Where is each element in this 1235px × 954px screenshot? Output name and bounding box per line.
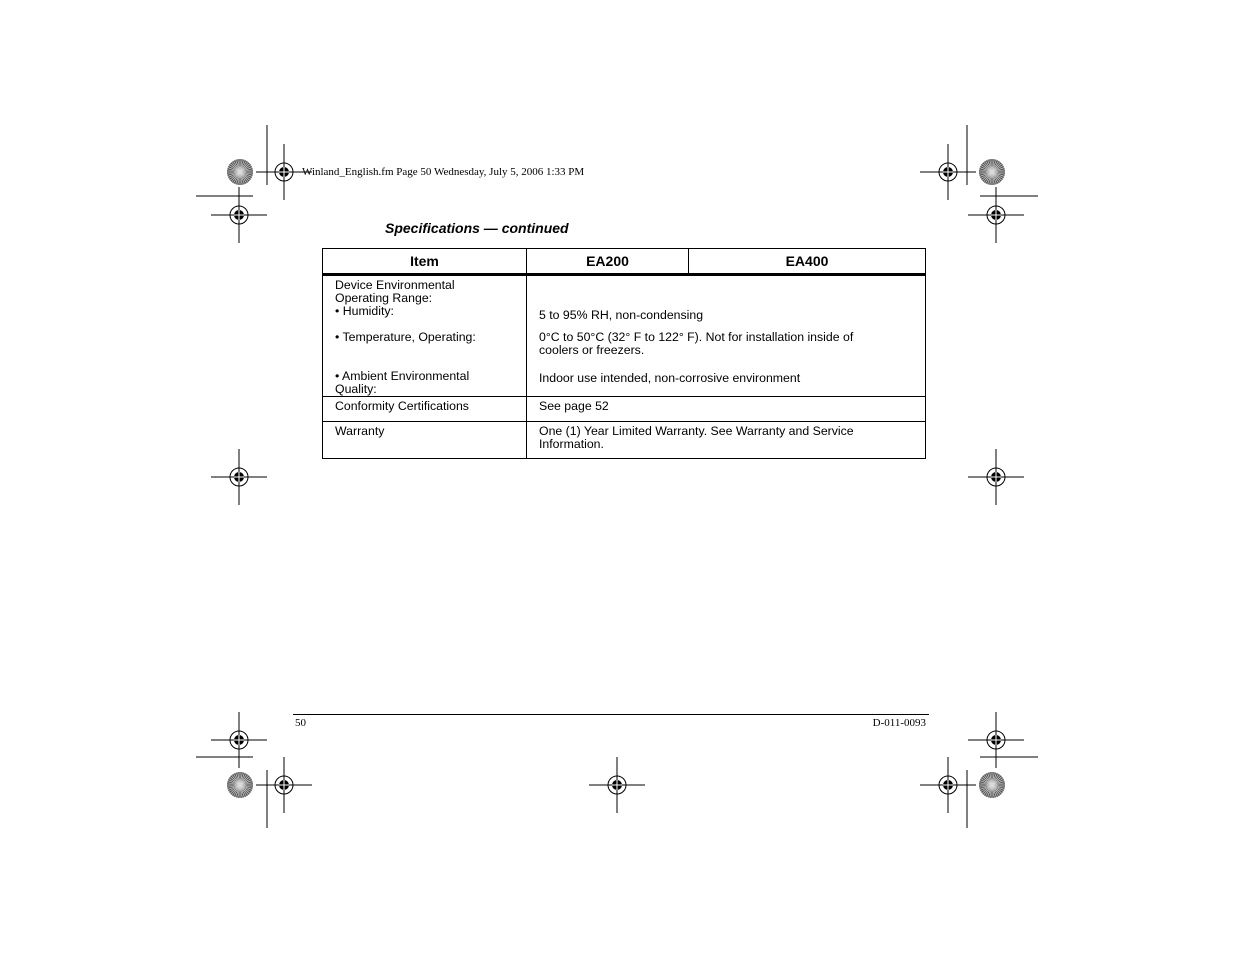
crosshair-target-icon	[589, 757, 645, 813]
crosshair-target-icon	[968, 712, 1024, 768]
page-number: 50	[295, 717, 306, 729]
crosshair-target-icon	[256, 757, 312, 813]
crosshair-target-icon	[920, 757, 976, 813]
document-number: D-011-0093	[872, 717, 926, 729]
crosshair-target-icon	[920, 144, 976, 200]
header-ea200: EA200	[527, 249, 689, 275]
bullet-temperature: • Temperature, Operating:	[335, 330, 476, 344]
starburst-mark-icon	[227, 772, 253, 798]
crosshair-target-icon	[211, 449, 267, 505]
conformity-value: See page 52	[527, 397, 926, 422]
crosshair-target-icon	[211, 187, 267, 243]
section-title: Specifications — continued	[385, 220, 569, 236]
value-humidity: 5 to 95% RH, non-condensing	[539, 308, 704, 322]
warranty-value: One (1) Year Limited Warranty. See Warranty and Service Information.	[527, 422, 926, 459]
crosshair-target-icon	[968, 449, 1024, 505]
bullet-humidity: • Humidity:	[335, 304, 394, 318]
table-header-row	[323, 249, 926, 275]
specifications-table	[322, 248, 926, 459]
table-row	[323, 397, 926, 422]
header-ea400: EA400	[689, 249, 926, 275]
crosshair-target-icon	[211, 712, 267, 768]
table-row	[323, 422, 926, 459]
conformity-item: Conformity Certifications	[323, 397, 527, 422]
env-value-cell	[527, 275, 926, 397]
file-slug: Winland_English.fm Page 50 Wednesday, July 5, 2006 1:33 PM	[302, 166, 585, 178]
value-temperature: 0°C to 50°C (32° F to 122° F). Not for installation inside of coolers or freezers.	[539, 330, 854, 357]
starburst-mark-icon	[979, 772, 1005, 798]
warranty-item: Warranty	[323, 422, 527, 459]
env-item-cell	[323, 275, 527, 397]
value-ambient: Indoor use intended, non-corrosive environment	[539, 371, 801, 385]
crosshair-target-icon	[968, 187, 1024, 243]
footer-rule	[293, 714, 929, 715]
starburst-mark-icon	[979, 159, 1005, 185]
env-item-title: Device Environmental Operating Range:	[335, 278, 455, 305]
bullet-ambient: • Ambient Environmental Quality:	[335, 369, 470, 396]
table-row	[323, 275, 926, 397]
header-item: Item	[323, 249, 527, 275]
starburst-mark-icon	[227, 159, 253, 185]
